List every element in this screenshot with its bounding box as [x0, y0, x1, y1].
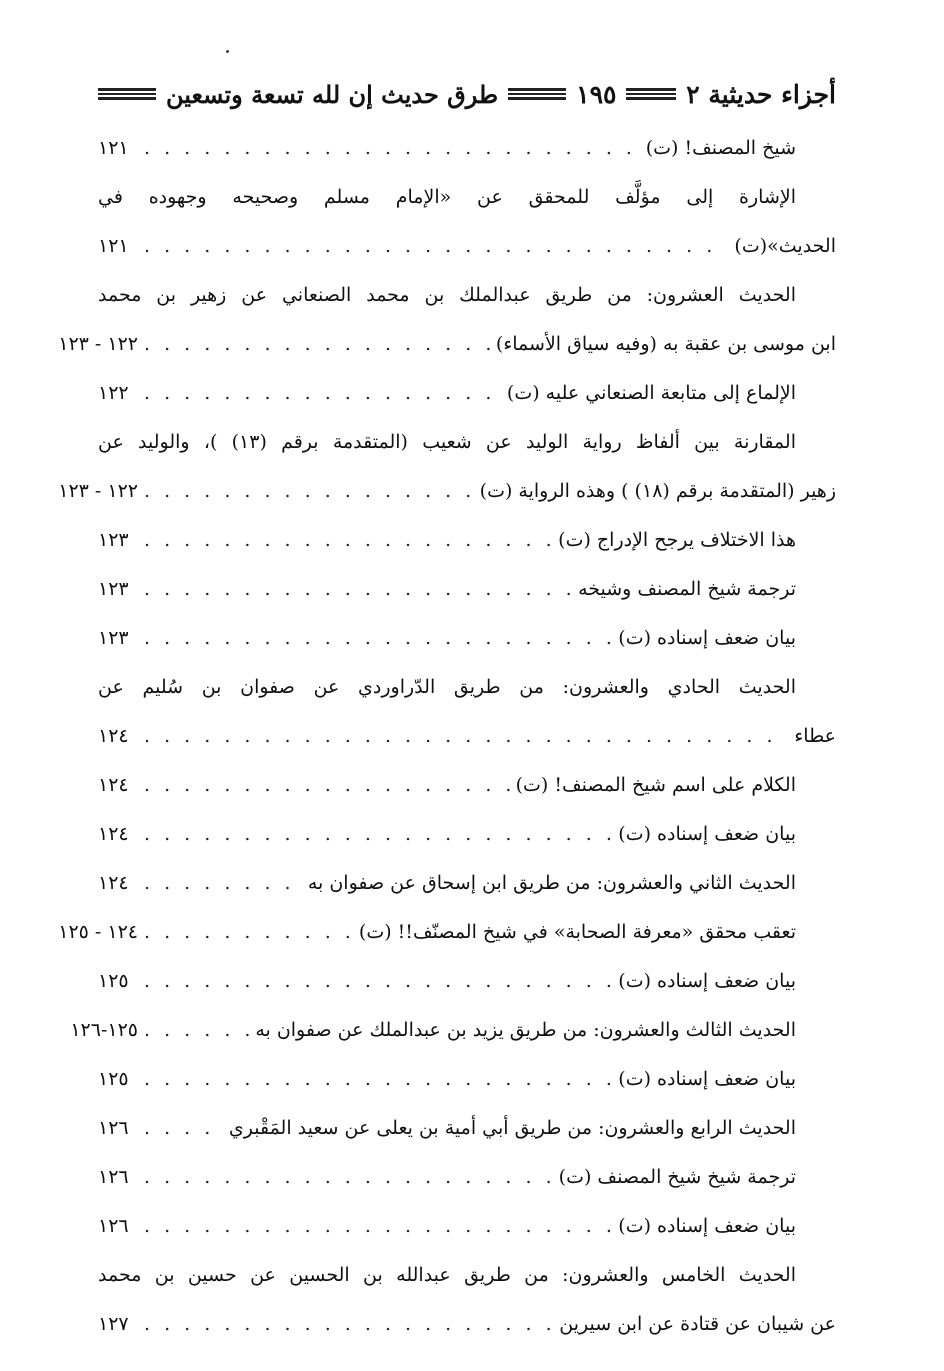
toc-entry: [70, 1006, 836, 1055]
toc-entry-page: ١٢٧: [98, 1313, 129, 1335]
toc-entry-page: ١٢٤ - ١٢٥: [58, 921, 138, 943]
toc-entry-title: الحديث الرابع والعشرون: من طريق أبي أمية بن يعلى عن سعيد المَقْبري: [228, 1117, 796, 1139]
toc-entry-line: الحديث العشرون: من طريق عبدالملك بن محمد الصنعاني عن زهير بن محمد: [98, 284, 796, 306]
toc-entry: [98, 516, 836, 565]
toc-entry-title: عطاء: [794, 725, 836, 747]
dot-leader: [144, 222, 728, 271]
toc-entry-title: ابن موسى بن عقبة به (وفيه سياق الأسماء): [495, 333, 836, 355]
toc-entry-row: [98, 1055, 836, 1104]
page-number: ١٩٥: [576, 79, 617, 109]
toc-entry-page: ١٢٢ - ١٢٣: [58, 333, 138, 355]
toc-entry-row: [98, 369, 836, 418]
toc-entry-row: [98, 761, 836, 810]
ink-speck: [226, 50, 229, 53]
toc-entry-page: ١٢٢: [98, 382, 129, 404]
toc-entry-page: ١٢٣: [98, 578, 129, 600]
header-rule: [626, 88, 676, 100]
toc-entry: [98, 614, 836, 663]
dot-leader: [144, 810, 612, 859]
toc-entry-line: المقارنة بين ألفاظ رواية الوليد عن شعيب (المتقدمة برقم (١٣) )، والوليد عن: [98, 431, 796, 453]
toc-entry-row: [98, 614, 836, 663]
book-title: أجزاء حديثية ٢: [686, 79, 836, 109]
header-rule: [98, 88, 156, 100]
dot-leader: [144, 761, 510, 810]
dot-leader: [144, 1153, 553, 1202]
toc-entry-title: ترجمة شيخ المصنف وشيخه: [578, 578, 796, 600]
toc-entry-title: الحديث»(ت): [734, 235, 836, 257]
toc-entry-row: [98, 516, 836, 565]
toc-entry: [98, 761, 836, 810]
dot-leader: [144, 1104, 223, 1153]
toc-entry: [98, 810, 836, 859]
toc-entry-row: [58, 908, 836, 957]
toc-entry: [98, 957, 836, 1006]
dot-leader: [144, 1006, 249, 1055]
toc-entry-row: [98, 859, 836, 908]
toc-entry-title: عن شيبان عن قتادة عن ابن سيرين: [559, 1313, 836, 1335]
toc-entry-title: بيان ضعف إسناده (ت): [618, 823, 796, 845]
toc-entry: [58, 271, 836, 369]
toc-entry: [58, 418, 836, 516]
toc-entry-row: [98, 810, 836, 859]
toc-entry: [58, 908, 836, 957]
toc-entry-page: ١٢١: [98, 235, 129, 257]
toc-entry-row: [98, 1153, 836, 1202]
toc-entry-row: [98, 1104, 836, 1153]
toc-entry: [98, 565, 836, 614]
toc-entry-row: [98, 565, 836, 614]
toc-entry-title: بيان ضعف إسناده (ت): [618, 970, 796, 992]
dot-leader: [144, 565, 572, 614]
toc-entry-title: ترجمة شيخ شيخ المصنف (ت): [558, 1166, 796, 1188]
dot-leader: [144, 908, 353, 957]
toc-entry: [98, 124, 836, 173]
toc-entry-page: ١٢٥: [98, 970, 129, 992]
dot-leader: [144, 614, 612, 663]
toc-entry-title: الحديث الثاني والعشرون: من طريق ابن إسحاق عن صفوان به: [307, 872, 796, 894]
dot-leader: [144, 467, 474, 516]
toc-entry-title: الكلام على اسم شيخ المصنف! (ت): [515, 774, 796, 796]
toc-entry-page: ١٢٣: [98, 529, 129, 551]
chapter-title: طرق حديث إن لله تسعة وتسعين: [166, 79, 499, 109]
toc-entry-line: الإشارة إلى مؤلَّف للمحقق عن «الإمام مسلم وصحيحه وجهوده في: [98, 186, 796, 208]
toc-entry-page: ١٢٥-١٢٦: [70, 1019, 138, 1041]
toc-entry-row: [98, 1300, 836, 1349]
toc-entry-page: ١٢٤: [98, 774, 129, 796]
toc-entry: [98, 859, 836, 908]
table-of-contents: [58, 124, 836, 1349]
toc-entry-page: ١٢٤: [98, 872, 129, 894]
toc-entry-page: ١٢٦: [98, 1117, 129, 1139]
toc-entry-title: بيان ضعف إسناده (ت): [618, 1068, 796, 1090]
toc-entry-page: ١٢٦: [98, 1166, 129, 1188]
toc-entry-page: ١٢٣: [98, 627, 129, 649]
toc-entry-title: شيخ المصنف! (ت): [645, 137, 796, 159]
toc-entry: [98, 1055, 836, 1104]
toc-entry: [98, 1251, 836, 1349]
toc-entry-row: [98, 124, 836, 173]
toc-entry-line: الحديث الخامس والعشرون: من طريق عبدالله بن الحسين عن حسين بن محمد: [98, 1264, 796, 1286]
toc-entry-row: [70, 1006, 836, 1055]
toc-entry: [98, 173, 836, 271]
toc-entry: [98, 1104, 836, 1153]
toc-entry-title: تعقب محقق «معرفة الصحابة» في شيخ المصنّف!! (ت): [358, 921, 796, 943]
dot-leader: [144, 1055, 612, 1104]
toc-entry-row: [98, 957, 836, 1006]
toc-entry-row: [58, 320, 836, 369]
toc-entry-title: الحديث الثالث والعشرون: من طريق يزيد بن عبدالملك عن صفوان به: [255, 1019, 796, 1041]
toc-entry-page: ١٢٤: [98, 823, 129, 845]
dot-leader: [144, 320, 490, 369]
toc-entry-title: الإلماع إلى متابعة الصنعاني عليه (ت): [506, 382, 796, 404]
dot-leader: [144, 1202, 612, 1251]
toc-entry: [98, 1153, 836, 1202]
toc-entry-title: بيان ضعف إسناده (ت): [618, 1215, 796, 1237]
dot-leader: [144, 369, 501, 418]
toc-entry-row: [98, 222, 836, 271]
toc-entry-row: [98, 712, 836, 761]
toc-entry-page: ١٢١: [98, 137, 129, 159]
toc-entry-title: بيان ضعف إسناده (ت): [618, 627, 796, 649]
toc-entry: [98, 1202, 836, 1251]
toc-entry-title: زهير (المتقدمة برقم (١٨) ) وهذه الرواية (ت): [479, 480, 836, 502]
toc-entry-row: [98, 1202, 836, 1251]
toc-entry-title: هذا الاختلاف يرجح الإدراج (ت): [558, 529, 796, 551]
dot-leader: [144, 124, 640, 173]
toc-entry: [98, 663, 836, 761]
toc-entry-page: ١٢٦: [98, 1215, 129, 1237]
dot-leader: [144, 516, 552, 565]
page-header: [98, 74, 836, 114]
dot-leader: [144, 957, 612, 1006]
toc-entry: [98, 369, 836, 418]
toc-entry-page: ١٢٢ - ١٢٣: [58, 480, 138, 502]
dot-leader: [144, 859, 302, 908]
header-rule: [508, 88, 566, 100]
toc-entry-page: ١٢٤: [98, 725, 129, 747]
dot-leader: [144, 1300, 553, 1349]
dot-leader: [144, 712, 788, 761]
toc-entry-row: [58, 467, 836, 516]
toc-entry-line: الحديث الحادي والعشرون: من طريق الدّراوردي عن صفوان بن سُليم عن: [98, 676, 796, 698]
toc-entry-page: ١٢٥: [98, 1068, 129, 1090]
